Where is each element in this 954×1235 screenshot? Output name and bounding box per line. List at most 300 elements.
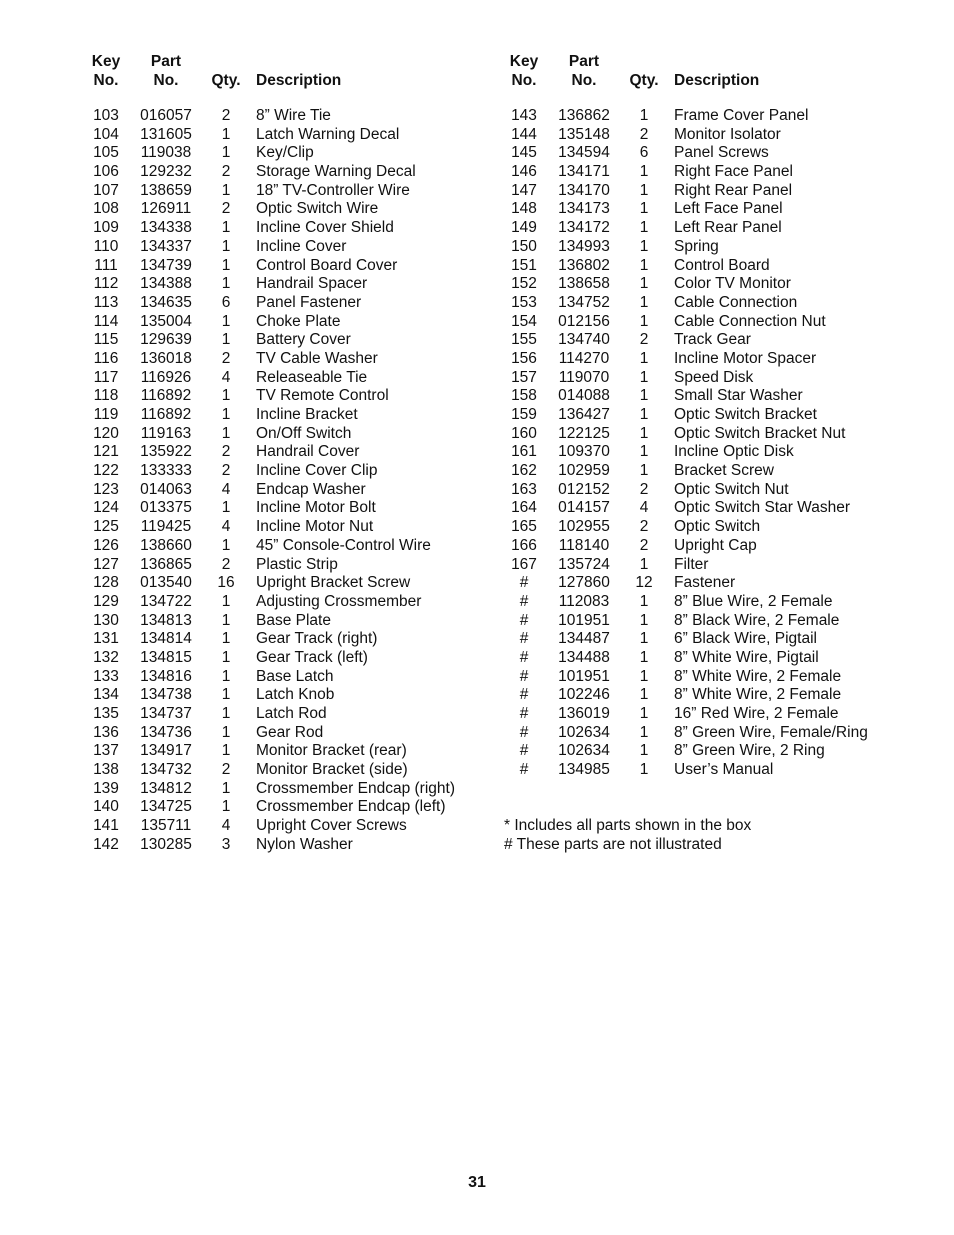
table-row [506, 462, 896, 481]
table-row [88, 200, 478, 219]
part-number: 138659 [140, 181, 192, 199]
table-row [88, 313, 478, 332]
part-number: 134738 [140, 686, 192, 704]
table-row [88, 331, 478, 350]
quantity: 2 [639, 536, 649, 554]
table-row [506, 163, 896, 182]
key-number: 124 [93, 499, 119, 517]
part-number: 133333 [140, 462, 192, 480]
table-row [506, 126, 896, 145]
quantity: 1 [221, 686, 231, 704]
table-row [506, 686, 896, 705]
key-number: # [519, 592, 529, 610]
quantity: 1 [639, 723, 649, 741]
header-part [135, 52, 197, 90]
quantity: 1 [221, 779, 231, 797]
part-number: 135724 [558, 555, 610, 573]
header-key-line2: No. [511, 72, 537, 89]
table-row [506, 443, 896, 462]
description: Adjusting Crossmember [256, 592, 422, 610]
table-row [506, 705, 896, 724]
key-number: 152 [511, 275, 537, 293]
quantity: 1 [221, 798, 231, 816]
quantity: 1 [639, 424, 649, 442]
key-number: 155 [511, 331, 537, 349]
part-number: 131605 [140, 125, 192, 143]
key-number: 150 [511, 237, 537, 255]
table-row [88, 387, 478, 406]
quantity: 1 [221, 181, 231, 199]
header-part-line2: No. [153, 72, 179, 89]
table-row [506, 182, 896, 201]
part-number: 122125 [558, 424, 610, 442]
key-number: 133 [93, 667, 119, 685]
description: Plastic Strip [256, 555, 338, 573]
description: Optic Switch Star Washer [674, 499, 851, 517]
key-number: 105 [93, 144, 119, 162]
table-body-right [506, 107, 896, 780]
key-number: 138 [93, 761, 119, 779]
quantity: 2 [639, 518, 649, 536]
key-number: 149 [511, 219, 537, 237]
key-number: 140 [93, 798, 119, 816]
key-number: # [519, 574, 529, 592]
table-row [506, 668, 896, 687]
part-number: 102634 [558, 742, 610, 760]
quantity: 1 [639, 462, 649, 480]
description: Left Rear Panel [674, 219, 782, 237]
part-number: 134815 [140, 648, 192, 666]
quantity: 1 [639, 611, 649, 629]
description: 8” Wire Tie [256, 107, 331, 124]
key-number: 135 [93, 705, 119, 722]
table-row [506, 219, 896, 238]
table-row [506, 275, 896, 294]
key-number: 162 [511, 462, 537, 480]
table-row [506, 556, 896, 575]
key-number: 157 [511, 368, 537, 386]
key-number: 104 [93, 125, 119, 143]
part-number: 134635 [140, 293, 192, 311]
part-number: 102959 [558, 462, 610, 480]
table-row [88, 798, 478, 817]
part-number: 134740 [558, 331, 610, 349]
description: Small Star Washer [674, 387, 803, 405]
part-number: 134917 [140, 742, 192, 760]
description: 16” Red Wire, 2 Female [674, 705, 839, 722]
quantity: 1 [639, 667, 649, 685]
parts-table-left [88, 52, 478, 853]
table-row [88, 275, 478, 294]
part-number: 014063 [140, 480, 192, 498]
description: Gear Rod [256, 723, 324, 741]
quantity: 4 [639, 499, 649, 517]
table-row [506, 742, 896, 761]
header-part-line1: Part [568, 53, 600, 70]
key-number: 131 [93, 630, 119, 648]
quantity: 2 [639, 125, 649, 143]
quantity: 1 [639, 275, 649, 293]
key-number: 136 [93, 723, 119, 741]
part-number: 134736 [140, 723, 192, 741]
description: Monitor Bracket (side) [256, 761, 408, 779]
key-number: # [519, 611, 529, 629]
table-row [88, 705, 478, 724]
part-number: 116892 [140, 406, 192, 423]
header-part-line1: Part [150, 53, 182, 70]
description: 8” White Wire, Pigtail [674, 648, 819, 666]
key-number: 127 [93, 555, 119, 573]
description: Choke Plate [256, 312, 341, 330]
description: Monitor Bracket (rear) [256, 742, 407, 760]
table-row [88, 443, 478, 462]
footnote-not-illustrated: # These parts are not illustrated [504, 835, 722, 853]
part-number: 012152 [558, 480, 610, 498]
quantity: 3 [221, 835, 231, 853]
table-row [88, 556, 478, 575]
part-number: 013375 [140, 499, 192, 517]
quantity: 1 [221, 312, 231, 330]
description: Monitor Isolator [674, 125, 781, 143]
key-number: # [519, 630, 529, 648]
description: Incline Cover Clip [256, 462, 378, 480]
description: Bracket Screw [674, 462, 774, 480]
key-number: 137 [93, 742, 119, 760]
key-number: 142 [93, 835, 119, 853]
description: Fastener [674, 574, 736, 592]
table-row [506, 257, 896, 276]
part-number: 134752 [558, 293, 610, 311]
description: Filter [674, 555, 709, 573]
quantity: 1 [639, 761, 649, 779]
quantity: 1 [639, 200, 649, 218]
table-row [88, 238, 478, 257]
part-number: 134725 [140, 798, 192, 816]
part-number: 014088 [558, 387, 610, 405]
key-number: 111 [94, 256, 118, 274]
description: 8” White Wire, 2 Female [674, 667, 842, 685]
quantity: 1 [221, 742, 231, 760]
description: Upright Cap [674, 536, 757, 554]
part-number: 129639 [140, 331, 192, 349]
table-row [88, 425, 478, 444]
key-number: # [519, 761, 529, 779]
description: Cable Connection Nut [674, 312, 826, 330]
description: Releaseable Tie [256, 368, 368, 386]
key-number: 130 [93, 611, 119, 629]
table-row [506, 313, 896, 332]
description: Incline Motor Bolt [256, 499, 376, 517]
description: Incline Optic Disk [674, 443, 794, 461]
key-number: 113 [93, 293, 119, 311]
key-number: # [519, 686, 529, 704]
description: Left Face Panel [674, 200, 783, 218]
key-number: 116 [93, 349, 119, 367]
quantity: 2 [221, 443, 231, 461]
part-number: 012156 [558, 312, 610, 330]
quantity: 1 [221, 499, 231, 517]
key-number: 108 [93, 200, 119, 218]
description: Handrail Spacer [256, 275, 368, 293]
part-number: 134722 [140, 592, 192, 610]
key-number: 106 [93, 163, 119, 181]
table-row [88, 182, 478, 201]
table-row [88, 649, 478, 668]
description: 8” Green Wire, 2 Ring [674, 742, 825, 760]
quantity: 1 [221, 424, 231, 442]
header-key [88, 52, 124, 90]
table-row [506, 200, 896, 219]
table-row [506, 331, 896, 350]
description: Key/Clip [256, 144, 314, 162]
header-key [506, 52, 542, 90]
description: Cable Connection [674, 293, 798, 311]
part-number: 134337 [140, 237, 192, 255]
part-number: 116926 [140, 368, 192, 386]
quantity: 1 [639, 648, 649, 666]
quantity: 1 [639, 237, 649, 255]
table-row [88, 219, 478, 238]
key-number: # [519, 742, 529, 760]
header-description: Description [256, 72, 342, 89]
description: Storage Warning Decal [256, 163, 416, 181]
key-number: 118 [93, 387, 119, 405]
key-number: 143 [511, 107, 537, 124]
part-number: 134739 [140, 256, 192, 274]
table-row [88, 630, 478, 649]
table-row [506, 107, 896, 126]
part-number: 134172 [558, 219, 610, 237]
description: 8” White Wire, 2 Female [674, 686, 842, 704]
table-row [88, 761, 478, 780]
table-row [506, 574, 896, 593]
description: 45” Console-Control Wire [256, 536, 431, 554]
part-number: 134812 [140, 779, 192, 797]
description: Optic Switch Wire [256, 200, 379, 218]
description: Upright Bracket Screw [256, 574, 411, 592]
part-number: 126911 [140, 200, 192, 218]
table-row [506, 593, 896, 612]
key-number: 141 [93, 817, 119, 835]
key-number: 115 [93, 331, 119, 349]
description: Spring [674, 237, 719, 255]
table-row [88, 817, 478, 836]
key-number: 148 [511, 200, 537, 218]
table-row [88, 724, 478, 743]
header-qty: Qty. [211, 72, 241, 89]
quantity: 1 [221, 144, 231, 162]
description: Control Board Cover [256, 256, 398, 274]
quantity: 1 [639, 406, 649, 423]
table-row [506, 387, 896, 406]
table-row [506, 499, 896, 518]
description: Panel Screws [674, 144, 769, 162]
quantity: 1 [639, 256, 649, 274]
description: Incline Motor Nut [256, 518, 374, 536]
table-row [506, 724, 896, 743]
description: On/Off Switch [256, 424, 352, 442]
description: Incline Cover Shield [256, 219, 394, 237]
quantity: 1 [221, 331, 231, 349]
description: Track Gear [674, 331, 751, 349]
quantity: 1 [221, 406, 231, 423]
part-number: 136427 [558, 406, 610, 423]
description: Base Latch [256, 667, 334, 685]
quantity: 12 [635, 574, 653, 592]
quantity: 4 [221, 368, 231, 386]
description: Incline Cover [256, 237, 347, 255]
part-number: 127860 [558, 574, 610, 592]
table-body-left [88, 107, 478, 855]
description: Frame Cover Panel [674, 107, 809, 124]
description: Crossmember Endcap (left) [256, 798, 446, 816]
part-number: 136865 [140, 555, 192, 573]
description: Endcap Washer [256, 480, 366, 498]
quantity: 1 [639, 630, 649, 648]
header-key-line1: Key [91, 53, 121, 70]
table-row [506, 425, 896, 444]
description: Optic Switch Bracket Nut [674, 424, 846, 442]
key-number: 117 [93, 368, 119, 386]
quantity: 1 [639, 686, 649, 704]
key-number: 120 [93, 424, 119, 442]
quantity: 1 [639, 181, 649, 199]
description: Panel Fastener [256, 293, 362, 311]
part-number: 116892 [140, 387, 192, 405]
key-number: 146 [511, 163, 537, 181]
table-row [88, 668, 478, 687]
part-number: 134388 [140, 275, 192, 293]
key-number: 121 [93, 443, 119, 461]
key-number: 139 [93, 779, 119, 797]
part-number: 114270 [558, 349, 610, 367]
part-number: 134488 [558, 648, 610, 666]
description: Speed Disk [674, 368, 754, 386]
quantity: 1 [639, 219, 649, 237]
key-number: 163 [511, 480, 537, 498]
key-number: 125 [93, 518, 119, 536]
quantity: 1 [221, 667, 231, 685]
key-number: # [519, 648, 529, 666]
description: Crossmember Endcap (right) [256, 779, 455, 797]
table-row [88, 612, 478, 631]
key-number: 147 [511, 181, 537, 199]
description: Nylon Washer [256, 835, 353, 853]
quantity: 2 [221, 349, 231, 367]
table-row [506, 630, 896, 649]
part-number: 119163 [140, 424, 192, 442]
quantity: 1 [639, 349, 649, 367]
quantity: 16 [217, 574, 235, 592]
description: TV Remote Control [256, 387, 389, 405]
quantity: 2 [221, 761, 231, 779]
description: 8” Green Wire, Female/Ring [674, 723, 868, 741]
key-number: 103 [93, 107, 119, 124]
quantity: 1 [639, 312, 649, 330]
table-row [88, 144, 478, 163]
part-number: 135004 [140, 312, 192, 330]
part-number: 112083 [558, 592, 610, 610]
part-number: 129232 [140, 163, 192, 181]
part-number: 136019 [558, 705, 610, 722]
key-number: 112 [93, 275, 119, 293]
part-number: 102246 [558, 686, 610, 704]
table-row [88, 294, 478, 313]
header-part-line2: No. [571, 72, 597, 89]
table-header [88, 52, 478, 94]
part-number: 134170 [558, 181, 610, 199]
description: Gear Track (right) [256, 630, 378, 648]
description: Color TV Monitor [674, 275, 791, 293]
quantity: 1 [639, 387, 649, 405]
table-row [88, 350, 478, 369]
quantity: 1 [639, 443, 649, 461]
part-number: 134814 [140, 630, 192, 648]
part-number: 135711 [140, 817, 192, 835]
table-row [506, 406, 896, 425]
part-number: 134173 [558, 200, 610, 218]
part-number: 136018 [140, 349, 192, 367]
quantity: 2 [221, 462, 231, 480]
part-number: 135922 [140, 443, 192, 461]
part-number: 134985 [558, 761, 610, 779]
description: Control Board [674, 256, 770, 274]
table-row [88, 836, 478, 855]
part-number: 013540 [140, 574, 192, 592]
part-number: 014157 [558, 499, 610, 517]
footnote-included: * Includes all parts shown in the box [504, 817, 752, 834]
table-row [88, 163, 478, 182]
description: 6” Black Wire, Pigtail [674, 630, 817, 648]
quantity: 1 [221, 256, 231, 274]
key-number: 156 [511, 349, 537, 367]
quantity: 2 [221, 107, 231, 124]
quantity: 6 [221, 293, 231, 311]
key-number: 122 [93, 462, 119, 480]
quantity: 2 [221, 163, 231, 181]
key-number: 107 [93, 181, 119, 199]
quantity: 1 [221, 705, 231, 722]
description: Incline Motor Spacer [674, 349, 817, 367]
parts-table-right [506, 52, 896, 779]
quantity: 1 [639, 705, 649, 722]
description: Latch Knob [256, 686, 335, 704]
quantity: 1 [639, 555, 649, 573]
part-number: 119070 [558, 368, 610, 386]
quantity: 4 [221, 518, 231, 536]
table-row [88, 780, 478, 799]
quantity: 1 [221, 275, 231, 293]
part-number: 130285 [140, 835, 192, 853]
key-number: 109 [93, 219, 119, 237]
key-number: # [519, 667, 529, 685]
table-row [506, 518, 896, 537]
part-number: 134813 [140, 611, 192, 629]
key-number: 126 [93, 536, 119, 554]
description: Incline Bracket [256, 406, 358, 423]
quantity: 1 [221, 723, 231, 741]
quantity: 1 [639, 163, 649, 181]
part-number: 134993 [558, 237, 610, 255]
table-row [506, 537, 896, 556]
table-row [88, 369, 478, 388]
table-row [88, 518, 478, 537]
header-key-line2: No. [93, 72, 119, 89]
description: Right Rear Panel [674, 181, 793, 199]
quantity: 1 [221, 630, 231, 648]
part-number: 136802 [558, 256, 610, 274]
description: Latch Rod [256, 705, 327, 722]
